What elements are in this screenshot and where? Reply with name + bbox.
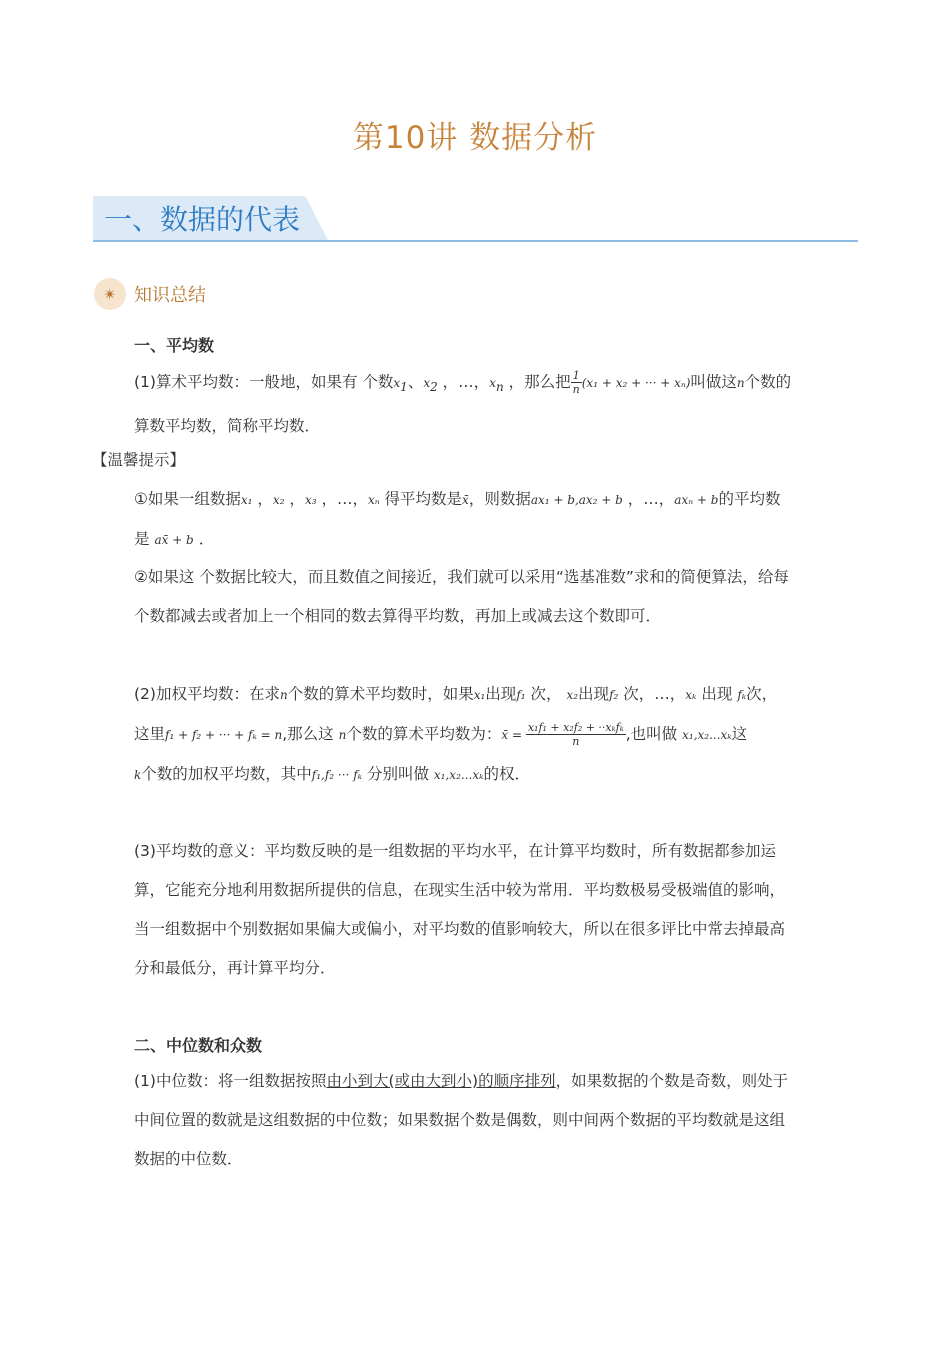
median-line2: 中间位置的数就是这组数据的中位数；如果数据个数是偶数，则中间两个数据的平均数就是这组 xyxy=(134,1111,786,1129)
meaning-line2: 算，它能充分地利用数据所提供的信息，在现实生活中较为常用．平均数极易受极端值的影响， xyxy=(134,881,786,899)
mean-fraction: $\frac{1}{n}$ xyxy=(572,369,580,396)
tip-label: 【温馨提示】 xyxy=(92,451,186,469)
section-divider xyxy=(93,240,858,242)
weighted-fraction: $\frac{\text{x₁f₁ + x₂f₂ + ··xₖfₖ}}{n}$ xyxy=(527,721,624,748)
median-line1: (1)中位数：将一组数据按照由小到大(或由大到小)的顺序排列，如果数据的个数是奇数，则处于 xyxy=(134,1072,789,1090)
median-paragraph xyxy=(134,1062,846,1179)
weighted-line2: 这里f₁ + f₂ + ··· + fₖ = n,那么这 n个数的算术平均数为：x̄ = $\frac{\text{x₁f₁ + x₂f₂ + ··xₖfₖ}}{n}$ ,也叫做 x₁,x₂...xₖ这 xyxy=(134,721,748,748)
telescope-icon: ✴ xyxy=(94,278,126,310)
knowledge-label: 知识总结 xyxy=(134,285,206,306)
median-underline: 由小到大(或由大到小)的顺序排列 xyxy=(326,1072,556,1090)
median-heading: 二、中位数和众数 xyxy=(134,1036,263,1055)
tip2-line1: ②如果这 个数据比较大，而且数值之间接近，我们就可以采用“选基准数”求和的简便算法，给每 xyxy=(134,568,789,586)
tip2-paragraph xyxy=(134,558,846,636)
median-line3: 数据的中位数． xyxy=(134,1150,243,1168)
tip1-paragraph xyxy=(134,480,846,560)
section-title: 一、数据的代表 xyxy=(104,203,301,236)
mean-heading: 一、平均数 xyxy=(134,336,215,355)
meaning-line4: 分和最低分，再计算平均分． xyxy=(134,959,336,977)
weighted-line1: (2)加权平均数：在求n个数的算术平均数时，如果x₁出现f₁ 次， x₂出现f₂ 次，…，xₖ 出现 fₖ次， xyxy=(134,685,778,703)
meaning-line1: (3)平均数的意义：平均数反映的是一组数据的平均水平，在计算平均数时，所有数据都参加运 xyxy=(134,842,776,860)
tip2-line2: 个数都减去或者加上一个相同的数去算得平均数，再加上或减去这个数即可． xyxy=(134,607,662,625)
meaning-paragraph xyxy=(134,832,846,988)
page-title: 第10讲 数据分析 xyxy=(352,120,598,156)
tip1-line2: 是 ax̄ + b ． xyxy=(134,530,215,548)
arith-paragraph xyxy=(134,363,846,446)
arith-line2: 算数平均数，简称平均数． xyxy=(134,417,321,436)
tip1-line1: ①如果一组数据x₁ ，x₂ ，x₃ ，…，xₙ 得平均数是x̄，则数据ax₁ + b,ax₂ + b ，…，axₙ + b的平均数 xyxy=(134,490,781,508)
meaning-line3: 当一组数据中个别数据如果偏大或偏小，对平均数的值影响较大，所以在很多评比中常去掉最高 xyxy=(134,920,786,938)
weighted-line3: k个数的加权平均数，其中f₁,f₂ ··· fₖ 分别叫做 x₁,x₂...xₖ的权． xyxy=(134,765,530,783)
arith-line1: (1)算术平均数：一般地，如果有 个数$x_1$、$x_2$ ，…，$x_n$ ，那么把 $\frac{1}{n}$ (x₁ + x₂ + ··· + xₙ)叫做这n个数的 xyxy=(134,369,792,396)
weighted-paragraph xyxy=(134,675,846,795)
